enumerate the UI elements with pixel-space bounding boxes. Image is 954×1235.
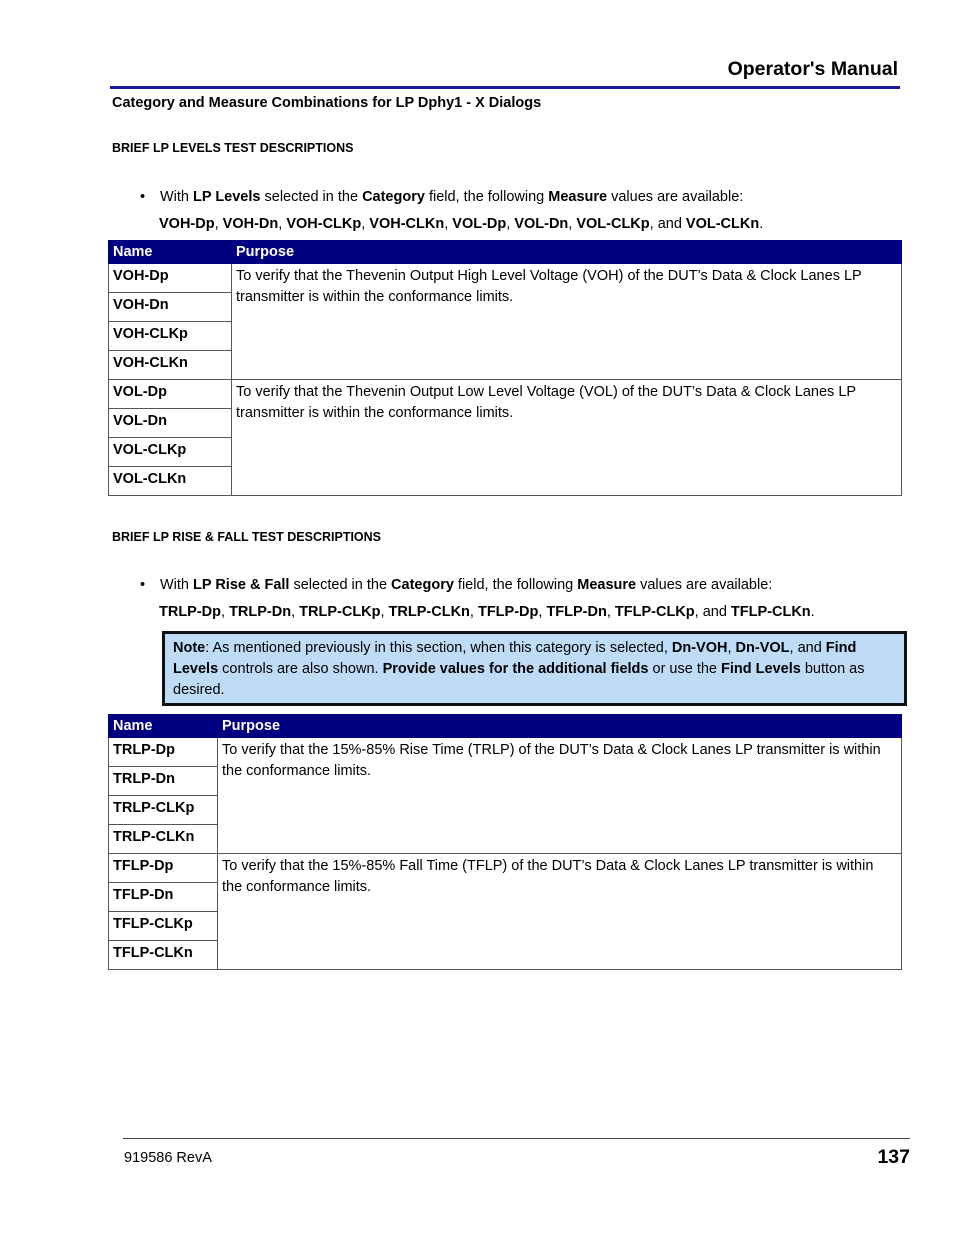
risefall-measure-list: TRLP-Dp, TRLP-Dn, TRLP-CLKp, TRLP-CLKn, TFLP-Dp, TFLP-Dn, TFLP-CLKp, and TFLP-CLKn. <box>159 604 815 620</box>
footer-divider <box>123 1138 910 1139</box>
column-header-purpose: Purpose <box>232 241 902 264</box>
measure-name: VOL-CLKn <box>109 467 232 496</box>
table-row <box>109 854 902 883</box>
measure-name: TFLP-CLKn <box>109 941 218 970</box>
measure-name: VOH-CLKn <box>109 351 232 380</box>
levels-bullet: • With LP Levels selected in the Category field, the following Measure values are available: <box>140 189 744 205</box>
levels-measure-list: VOH-Dp, VOH-Dn, VOH-CLKp, VOH-CLKn, VOL-Dp, VOL-Dn, VOL-CLKp, and VOL-CLKn. <box>159 216 764 232</box>
table-header-row <box>109 241 902 264</box>
levels-subheading: BRIEF LP LEVELS TEST DESCRIPTIONS <box>112 141 354 155</box>
manual-title: Operator's Manual <box>727 58 898 80</box>
table-row <box>109 738 902 767</box>
document-id: 919586 RevA <box>124 1150 212 1166</box>
column-header-name: Name <box>109 715 218 738</box>
measure-name: VOH-CLKp <box>109 322 232 351</box>
table-row <box>109 380 902 409</box>
purpose-cell: To verify that the 15%-85% Fall Time (TFLP) of the DUT’s Data & Clock Lanes LP transmitter is within the conformance limits. <box>218 854 902 970</box>
column-header-name: Name <box>109 241 232 264</box>
measure-name: TFLP-CLKp <box>109 912 218 941</box>
measure-name: TFLP-Dn <box>109 883 218 912</box>
risefall-table <box>108 714 902 970</box>
risefall-bullet: • With LP Rise & Fall selected in the Category field, the following Measure values are available: <box>140 577 773 593</box>
measure-name: VOL-CLKp <box>109 438 232 467</box>
measure-name: VOL-Dp <box>109 380 232 409</box>
measure-name: TFLP-Dp <box>109 854 218 883</box>
purpose-cell: To verify that the 15%-85% Rise Time (TRLP) of the DUT’s Data & Clock Lanes LP transmitter is within the conformance limits. <box>218 738 902 854</box>
table-row <box>109 264 902 293</box>
page-number: 137 <box>877 1146 910 1168</box>
measure-name: TRLP-CLKn <box>109 825 218 854</box>
header-divider <box>110 86 900 89</box>
note-box: Note: As mentioned previously in this section, when this category is selected, Dn-VOH, Dn-VOL, and Find Levels controls are also shown. Provide values for the additional fields or use the Find Levels button as desired. <box>162 631 907 706</box>
levels-table <box>108 240 902 496</box>
measure-name: TRLP-Dn <box>109 767 218 796</box>
measure-name: VOH-Dn <box>109 293 232 322</box>
purpose-cell: To verify that the Thevenin Output High Level Voltage (VOH) of the DUT’s Data & Clock Lanes LP transmitter is within the conformance limits. <box>232 264 902 380</box>
bullet-icon: • <box>140 577 146 593</box>
measure-name: VOH-Dp <box>109 264 232 293</box>
bullet-icon: • <box>140 189 146 205</box>
section-title: Category and Measure Combinations for LP Dphy1 - X Dialogs <box>112 95 542 111</box>
measure-name: TRLP-Dp <box>109 738 218 767</box>
measure-name: TRLP-CLKp <box>109 796 218 825</box>
table-header-row <box>109 715 902 738</box>
purpose-cell: To verify that the Thevenin Output Low Level Voltage (VOL) of the DUT’s Data & Clock Lanes LP transmitter is within the conformance limits. <box>232 380 902 496</box>
measure-name: VOL-Dn <box>109 409 232 438</box>
risefall-subheading: BRIEF LP RISE & FALL TEST DESCRIPTIONS <box>112 530 382 544</box>
column-header-purpose: Purpose <box>218 715 902 738</box>
